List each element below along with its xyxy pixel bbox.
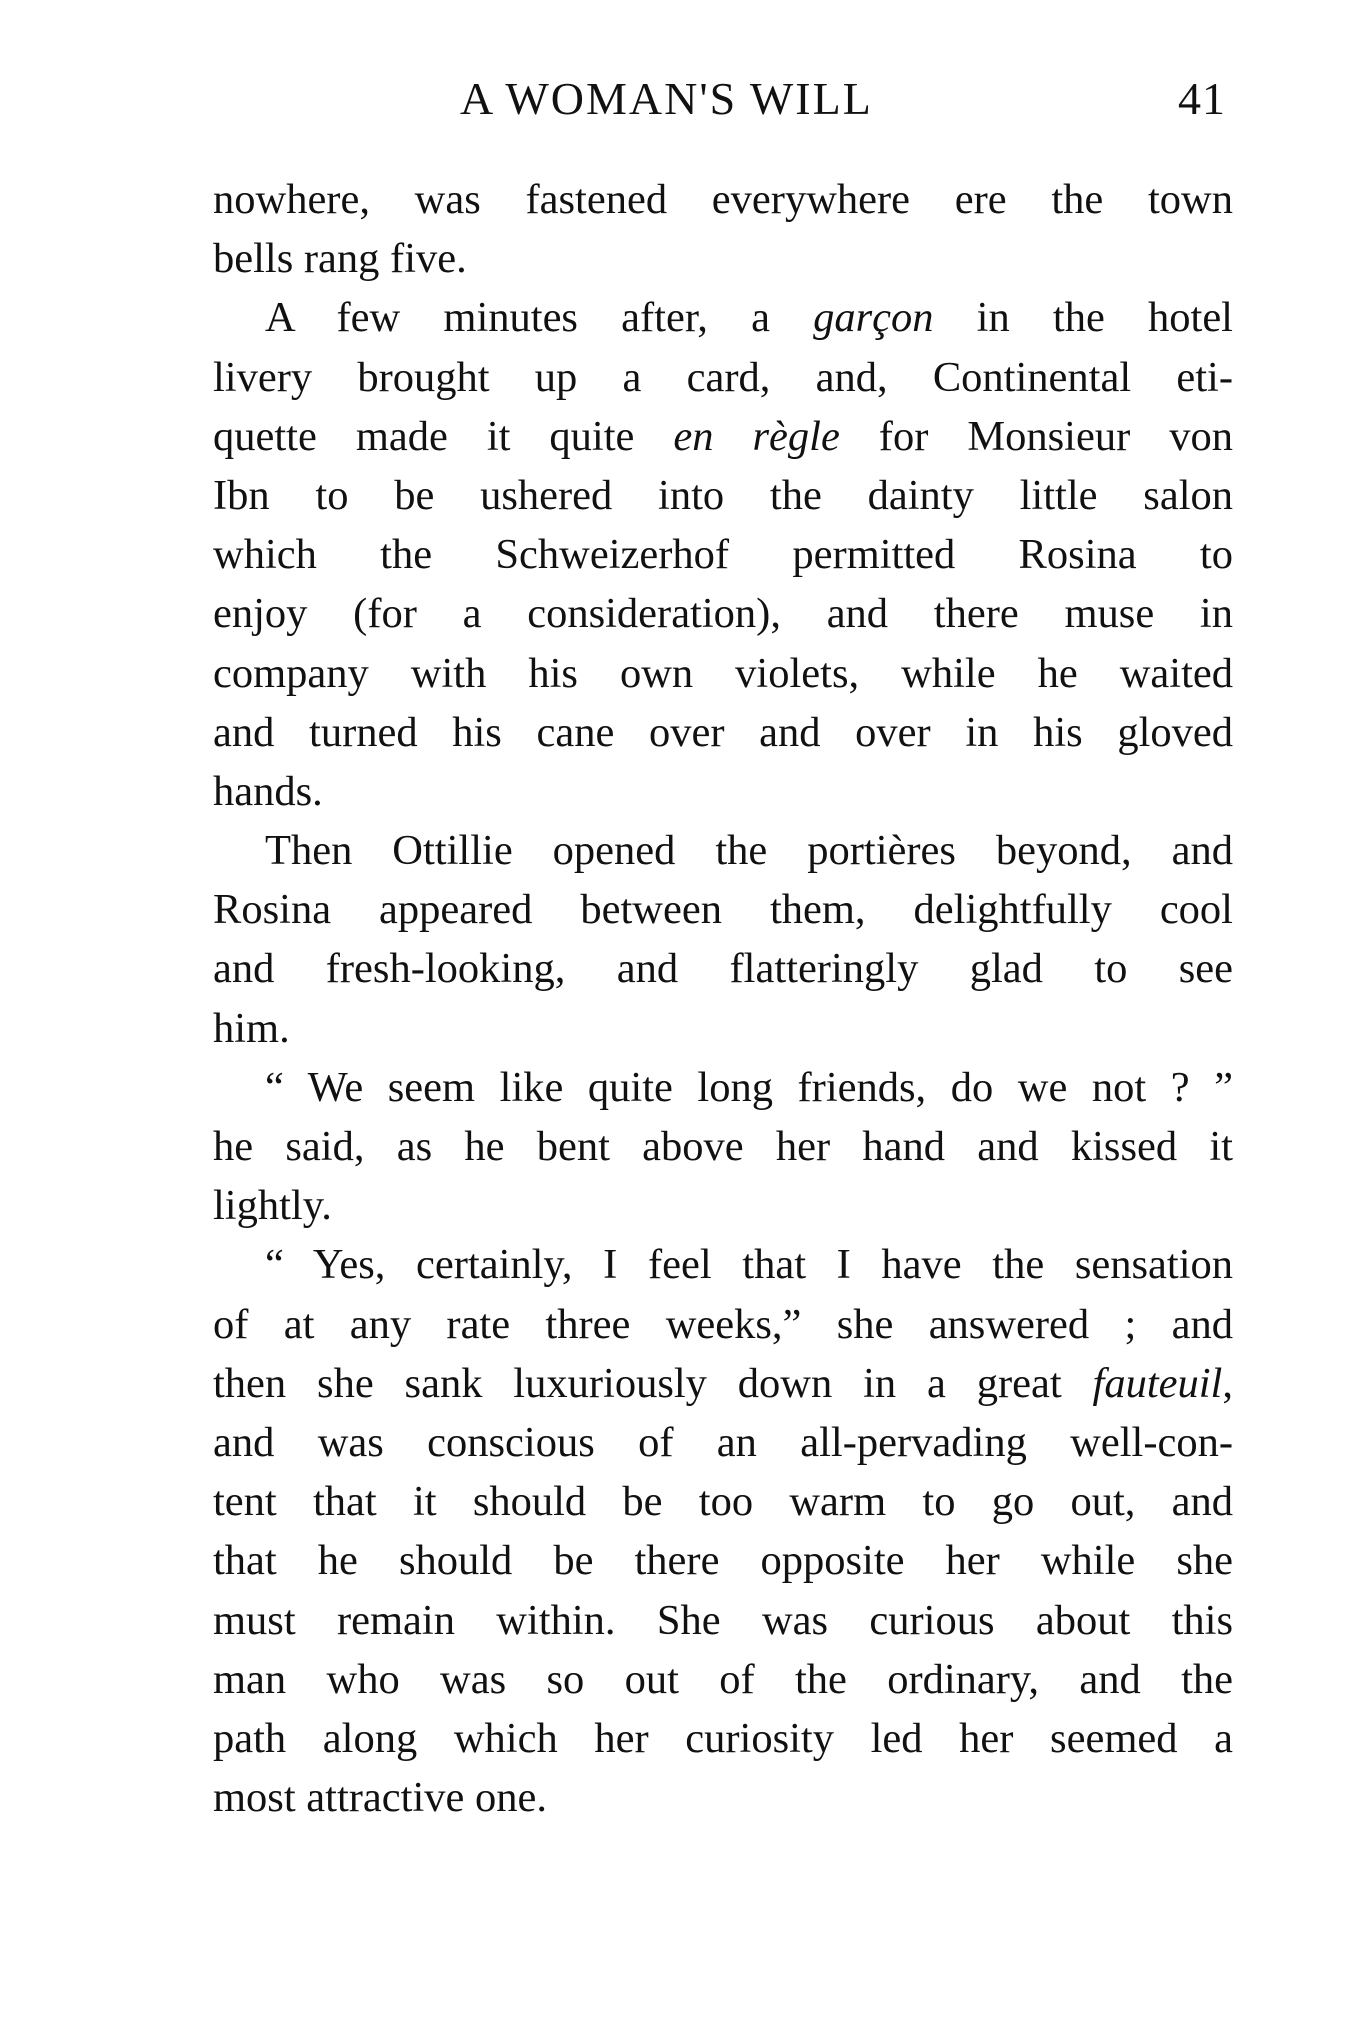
running-title: A WOMAN'S WILL — [460, 73, 873, 124]
text-line: and was conscious of an all-pervading well-con- — [213, 1418, 1233, 1466]
text-line: hands. — [213, 767, 323, 815]
text-line: lightly. — [213, 1182, 332, 1230]
text-line: him. — [213, 1004, 290, 1052]
text-line: Rosina appeared between them, delightfully cool — [213, 886, 1233, 934]
running-header — [460, 64, 1260, 134]
italic-word: en règle — [673, 412, 840, 460]
text-line: then she sank luxuriously down in a great fauteuil, — [213, 1359, 1233, 1407]
text-line: of at any rate three weeks,” she answered ; and — [213, 1300, 1233, 1348]
italic-word: garçon — [813, 294, 934, 342]
italic-word: fauteuil — [1092, 1359, 1223, 1407]
text-line: man who was so out of the ordinary, and the — [213, 1655, 1233, 1703]
text-line: and fresh-looking, and flatteringly glad to see — [213, 945, 1233, 993]
text-line: most attractive one. — [213, 1774, 547, 1822]
text-line: which the Schweizerhof permitted Rosina to — [213, 531, 1233, 579]
text-line: livery brought up a card, and, Continental eti- — [213, 353, 1233, 401]
text-line: and turned his cane over and over in his gloved — [213, 708, 1233, 756]
text-line: Then Ottillie opened the portières beyond, and — [265, 827, 1233, 875]
text-line: “ We seem like quite long friends, do we not ? ” — [265, 1063, 1233, 1111]
text-line: must remain within. She was curious about this — [213, 1596, 1233, 1644]
text-line: “ Yes, certainly, I feel that I have the sensation — [265, 1241, 1233, 1289]
text-line: Ibn to be ushered into the dainty little salon — [213, 471, 1233, 519]
page-number: 41 — [1178, 73, 1226, 124]
text-line: quette made it quite en règle for Monsieur von — [213, 412, 1233, 460]
text-line: that he should be there opposite her while she — [213, 1537, 1233, 1585]
text-line: he said, as he bent above her hand and kissed it — [213, 1123, 1233, 1170]
text-line: enjoy (for a consideration), and there muse in — [213, 590, 1233, 638]
text-line: path along which her curiosity led her seemed a — [213, 1714, 1233, 1762]
text-line: tent that it should be too warm to go out, and — [213, 1478, 1233, 1526]
text-line: bells rang five. — [213, 235, 467, 283]
body-text — [213, 170, 1233, 1827]
text-line: nowhere, was fastened everywhere ere the town — [213, 176, 1233, 223]
text-line: company with his own violets, while he waited — [213, 649, 1233, 697]
text-line: A few minutes after, a garçon in the hotel — [265, 294, 1233, 342]
